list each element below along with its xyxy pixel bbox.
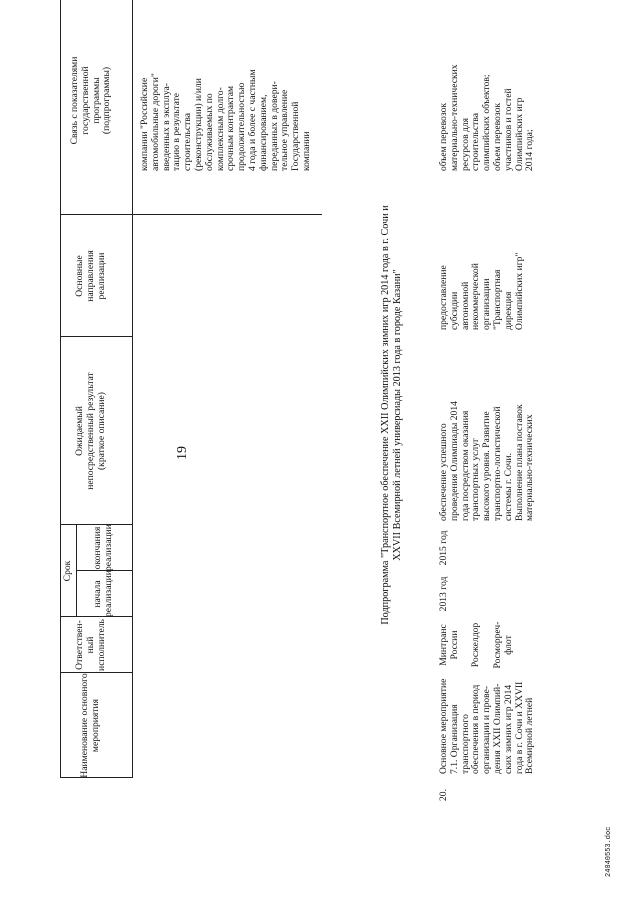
row-start: 2013 год <box>438 576 449 612</box>
page-number: 19 <box>175 446 190 460</box>
col-header-executor: Ответствен- ный исполнитель <box>74 619 107 671</box>
term-subheader-border <box>76 525 77 617</box>
col-header-result: Ожидаемый непосредственный результат (краткое описание) <box>74 372 107 490</box>
row-executors: Минтранс России Росжелдор Росморреч- флот <box>438 621 514 669</box>
col-header-name: Наименование основного мероприятия <box>79 673 101 778</box>
row-activity-name: Основное мероприятие 7.1. Организация транспортного обеспечения в период организации и прове- дения XXII Олимпий- ских зимних игр 2014 года в г. Сочи и XXVII Всемирной летней <box>438 678 536 774</box>
row-directions: предоставление субсидии автономной некоммерческой организации "Транспортная дирекция Олимпийских игр" <box>438 252 525 330</box>
continued-link-cell: компании "Российские автомобильные дороги" введенных в эксплуа- тацию в результате строительства (реконструкции) и/или обслуживаемых по комплексным долго- срочным контрактам продолжительностью 4 года и более с частным финансированием, переданных в довери- тельное управление Государственной компании <box>139 69 312 171</box>
col-header-term: Срок <box>62 560 73 582</box>
header-top-border <box>60 0 61 778</box>
col-header-end: окончания реализации <box>92 524 114 571</box>
header-bottom-border <box>132 0 133 778</box>
row-expected-result: обеспечение успешного проведения Олимпиады 2014 года посредством оказания транспортных услуг высокого уровня. Развитие транспортно-логистической системы г. Сочи. Выполнение плана поставок материально-технических <box>438 401 536 521</box>
continuation-left-border <box>132 214 322 215</box>
row-end: 2015 год <box>438 530 449 566</box>
col-header-directions: Основные направления реализации <box>74 250 107 302</box>
footer-doc-code: 24040553.doc <box>605 826 613 877</box>
row-link-indicators: объем перевозок материально-технических ресурсов для строительства олимпийских объектов; объем перевозок участников и гостей Олимпийских игр 2014 года; <box>438 64 536 171</box>
col-header-link: Связь с показателями государственной программы (подпрограммы) <box>69 56 113 145</box>
col-header-start: начала реализации <box>92 570 114 617</box>
subprogram-title: Подпрограмма "Транспортное обеспечение XXII Олимпийских зимних игр 2014 года в г. Сочи и XXVII Всемирной летней универсиады 2013 года в городе Казани" <box>380 205 403 625</box>
row-number: 20. <box>438 789 449 801</box>
